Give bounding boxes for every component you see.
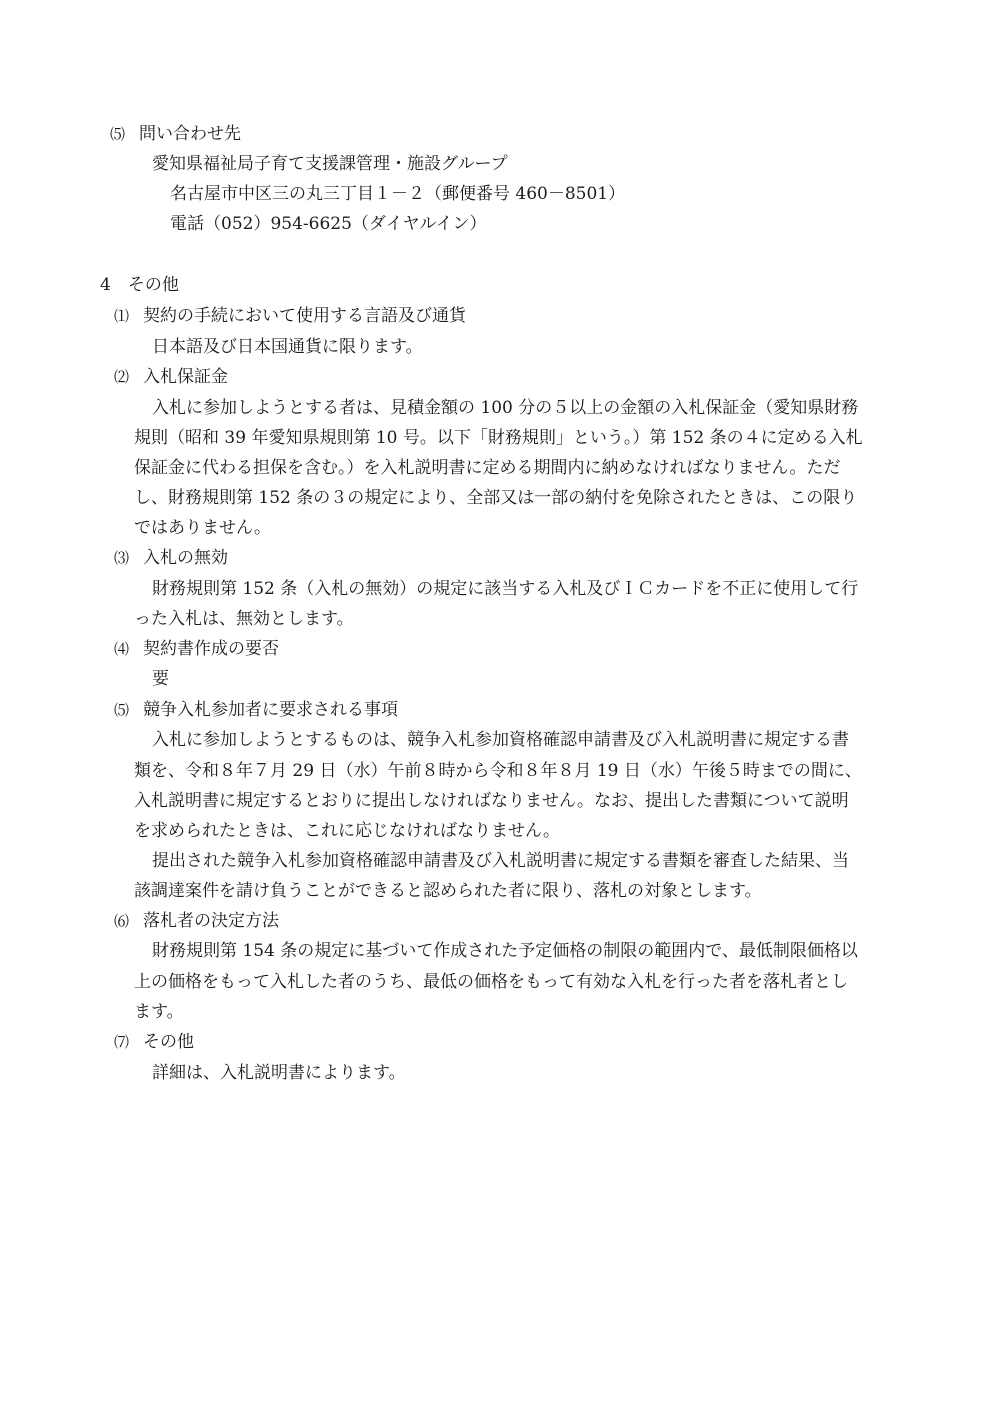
item-1-heading (114, 305, 466, 327)
item-6-heading (114, 910, 279, 932)
item-7-heading (114, 1031, 194, 1053)
contact-department: 愛知県福祉局子育て支援課管理・施設グループ (152, 154, 508, 174)
item-4-title: 契約書作成の要否 (143, 639, 280, 659)
item-5-body-line: 該調達案件を請け負うことができると認められた者に限り、落札の対象とします。 (134, 881, 762, 901)
item-2-body-line: 保証金に代わる担保を含む。）を入札説明書に定める期間内に納めなければなりません。ただ (134, 458, 841, 478)
item-3-body-line: った入札は、無効とします。 (134, 609, 354, 629)
item-2-body-line: し、財務規則第 152 条の３の規定により、全部又は一部の納付を免除されたときは、この限り (134, 488, 858, 508)
item-4-heading (114, 638, 279, 660)
item-1-title: 契約の手続において使用する言語及び通貨 (143, 306, 467, 326)
item-5-number: ⑸ (114, 701, 130, 719)
item-3-body-line: 財務規則第 152 条（入札の無効）の規定に該当する入札及びＩＣカードを不正に使用して行 (152, 579, 859, 599)
item-5-body-line: を求められたときは、これに応じなければなりません。 (134, 821, 561, 841)
item-3-title: 入札の無効 (143, 548, 229, 568)
item-2-title: 入札保証金 (143, 367, 229, 387)
item-6-body-line: 上の価格をもって入札した者のうち、最低の価格をもって有効な入札を行った者を落札者とし (134, 972, 848, 992)
item-3-heading (114, 547, 228, 569)
item-7-number: ⑺ (114, 1033, 130, 1051)
item-5-body-line: 入札に参加しようとするものは、競争入札参加資格確認申請書及び入札説明書に規定する書 (152, 730, 849, 750)
item-5-body-line: 類を、令和８年７月 29 日（水）午前８時から令和８年８月 19 日（水）午後５時までの間に、 (134, 761, 862, 781)
item-3-number: ⑶ (114, 549, 130, 567)
item-4-number: ⑷ (114, 640, 130, 658)
item-7-title: その他 (143, 1032, 195, 1052)
item-2-number: ⑵ (114, 368, 130, 386)
item-5-body-line: 入札説明書に規定するとおりに提出しなければなりません。なお、提出した書類について説明 (134, 791, 849, 811)
item-2-body-line: 入札に参加しようとする者は、見積金額の 100 分の５以上の金額の入札保証金（愛知県財務 (152, 398, 859, 418)
item-2-body-line: 規則（昭和 39 年愛知県規則第 10 号。以下「財務規則」という。）第 152 条の４に定める入札 (134, 428, 863, 448)
section-4-heading: 4 その他 (100, 275, 179, 295)
item-5-body-line: 提出された競争入札参加資格確認申請書及び入札説明書に規定する書類を審査した結果、当 (152, 851, 849, 871)
contact-phone: 電話（052）954-6625（ダイヤルイン） (170, 214, 487, 234)
contact-heading-line (110, 123, 241, 145)
contact-heading: 問い合わせ先 (139, 124, 242, 144)
item-6-body-line: 財務規則第 154 条の規定に基づいて作成された予定価格の制限の範囲内で、最低制限価格以 (152, 941, 858, 961)
item-4-body-line: 要 (152, 669, 169, 689)
item-2-heading (114, 366, 228, 388)
contact-address: 名古屋市中区三の丸三丁目１－２（郵便番号 460－8501） (170, 184, 626, 204)
item-5-title: 競争入札参加者に要求される事項 (143, 700, 399, 720)
contact-number: ⑸ (110, 125, 126, 143)
item-1-number: ⑴ (114, 307, 130, 325)
item-6-body-line: ます。 (134, 1002, 184, 1022)
item-6-number: ⑹ (114, 912, 130, 930)
item-5-heading (114, 699, 398, 721)
item-6-title: 落札者の決定方法 (143, 911, 280, 931)
item-2-body-line: ではありません。 (134, 518, 272, 538)
item-1-body-line: 日本語及び日本国通貨に限ります。 (152, 337, 423, 357)
item-7-body-line: 詳細は、入札説明書によります。 (152, 1063, 406, 1083)
